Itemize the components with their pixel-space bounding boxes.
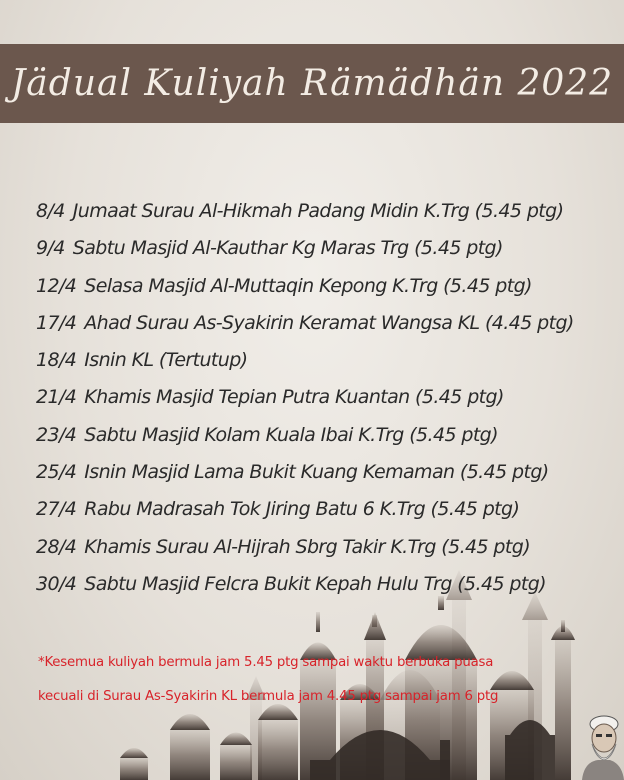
schedule-date: 12/4 <box>36 274 77 297</box>
schedule-text: Sabtu Masjid Felcra Bukit Kepah Hulu Trg (5.45 ptg) <box>84 572 546 595</box>
schedule-date: 30/4 <box>36 572 77 595</box>
schedule-date: 9/4 <box>36 237 65 260</box>
schedule-date: 21/4 <box>36 386 77 409</box>
schedule-text: Khamis Masjid Tepian Putra Kuantan (5.45 ptg) <box>84 386 504 409</box>
schedule-text: Ahad Surau As-Syakirin Keramat Wangsa KL (4.45 ptg) <box>84 311 574 334</box>
schedule-item <box>36 379 616 416</box>
schedule-date: 18/4 <box>36 349 77 372</box>
schedule-item <box>36 566 616 603</box>
footnote-line-2: kecuali di Surau As-Syakirin KL bermula jam 4.45 ptg sampai jam 6 ptg <box>38 689 499 704</box>
schedule-item <box>36 268 616 305</box>
schedule-item <box>36 529 616 566</box>
schedule-item <box>36 454 616 491</box>
schedule-date: 23/4 <box>36 423 77 446</box>
footnote-line-1: *Kesemua kuliyah bermula jam 5.45 ptg sampai waktu berbuka puasa <box>38 655 494 670</box>
schedule-item <box>36 417 616 454</box>
schedule-date: 27/4 <box>36 498 77 521</box>
schedule-item <box>36 491 616 528</box>
schedule-list <box>36 193 616 603</box>
schedule-text: Rabu Madrasah Tok Jiring Batu 6 K.Trg (5.45 ptg) <box>84 498 520 521</box>
schedule-date: 28/4 <box>36 535 77 558</box>
schedule-date: 17/4 <box>36 311 77 334</box>
schedule-text: Khamis Surau Al-Hijrah Sbrg Takir K.Trg (5.45 ptg) <box>84 535 531 558</box>
schedule-item <box>36 342 616 379</box>
speaker-portrait-illustration <box>578 712 624 780</box>
schedule-text: Sabtu Masjid Kolam Kuala Ibai K.Trg (5.45 ptg) <box>84 423 498 446</box>
schedule-text: Isnin KL (Tertutup) <box>84 349 248 372</box>
footnote <box>38 646 598 714</box>
schedule-text: Jumaat Surau Al-Hikmah Padang Midin K.Trg (5.45 ptg) <box>72 200 564 222</box>
schedule-text: Isnin Masjid Lama Bukit Kuang Kemaman (5.45 ptg) <box>84 461 549 484</box>
schedule-item <box>36 193 616 230</box>
schedule-item <box>36 305 616 342</box>
schedule-date: 8/4 <box>36 200 65 222</box>
schedule-text: Selasa Masjid Al-Muttaqin Kepong K.Trg (5.45 ptg) <box>84 274 532 297</box>
schedule-text: Sabtu Masjid Al-Kauthar Kg Maras Trg (5.45 ptg) <box>72 237 503 260</box>
schedule-date: 25/4 <box>36 461 77 484</box>
page-title: Jädual Kuliyah Rämädhän 2022 <box>10 63 614 104</box>
title-banner <box>0 44 624 123</box>
schedule-item <box>36 230 616 267</box>
